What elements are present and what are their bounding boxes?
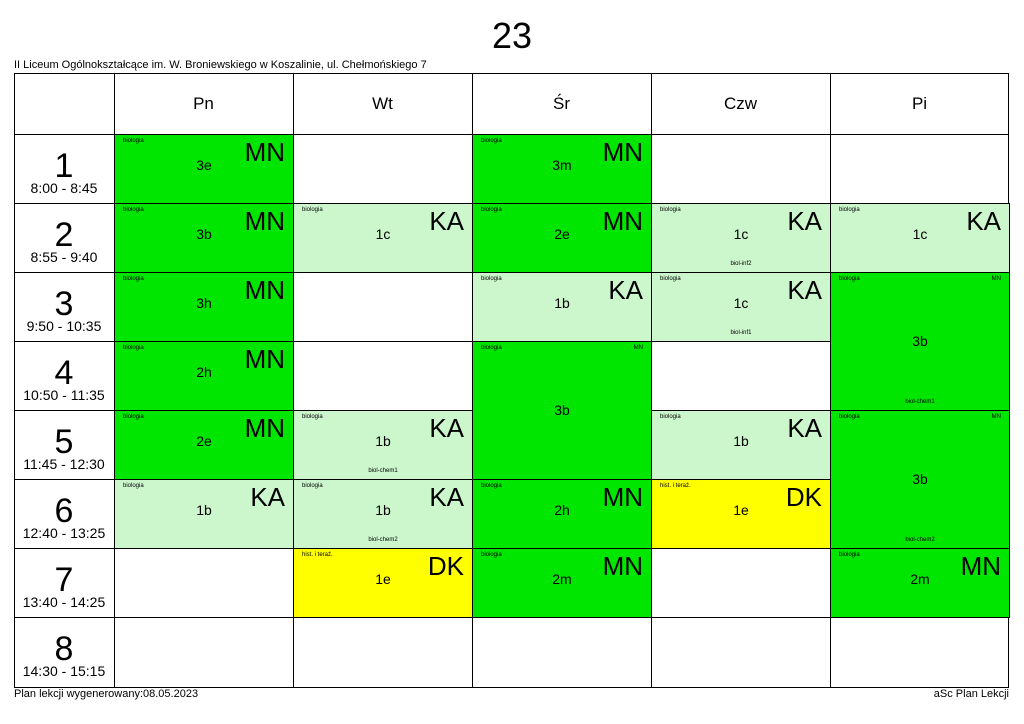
lesson-class: 1e <box>733 502 749 518</box>
lesson-cell[interactable] <box>114 479 294 549</box>
lesson-teacher: MN <box>244 275 285 305</box>
lesson-teacher: MN <box>244 344 285 374</box>
day-header: Pn <box>193 93 214 113</box>
lesson-class: 3b <box>912 471 928 487</box>
lesson-teacher: DK <box>427 551 464 581</box>
period-number: 5 <box>54 423 74 461</box>
lesson-subject: biologia <box>123 345 144 351</box>
lesson-teacher: MN <box>991 414 1001 420</box>
lesson-cell[interactable] <box>114 134 294 204</box>
lesson-cell[interactable] <box>830 203 1010 273</box>
lesson-class: 3b <box>196 226 212 242</box>
lesson-subject: biologia <box>481 138 502 144</box>
period-time: 11:45 - 12:30 <box>23 456 105 472</box>
lesson-class: 1b <box>375 433 391 449</box>
period-label <box>14 134 114 203</box>
period-time: 9:50 - 10:35 <box>26 318 102 334</box>
lesson-cell[interactable] <box>830 548 1010 618</box>
lesson-class: 3e <box>196 157 212 173</box>
period-label <box>14 410 114 479</box>
lesson-cell[interactable] <box>651 479 831 549</box>
lesson-subject: biologia <box>302 483 323 489</box>
lesson-teacher: MN <box>244 137 285 167</box>
period-label <box>14 203 114 272</box>
lesson-cell[interactable] <box>472 479 652 549</box>
lesson-class: 2e <box>196 433 212 449</box>
lesson-subject: biologia <box>481 552 502 558</box>
lesson-class: 2e <box>554 226 570 242</box>
lesson-teacher: KA <box>250 482 285 512</box>
lesson-class: 2m <box>552 571 572 587</box>
lesson-cell[interactable] <box>114 341 294 411</box>
lesson-teacher: KA <box>966 206 1001 236</box>
day-header: Wt <box>372 93 393 113</box>
lesson-subject: biologia <box>839 414 860 420</box>
period-time: 8:00 - 8:45 <box>30 180 98 196</box>
lesson-subject: biologia <box>839 552 860 558</box>
period-label <box>14 272 114 341</box>
lesson-cell[interactable] <box>114 410 294 480</box>
lesson-teacher: KA <box>429 413 464 443</box>
lesson-teacher: MN <box>602 551 643 581</box>
lesson-class: 1b <box>375 502 391 518</box>
lesson-cell[interactable] <box>472 272 652 342</box>
lesson-class: 2h <box>554 502 570 518</box>
lesson-teacher: DK <box>785 482 822 512</box>
timetable-grid <box>14 73 1009 688</box>
period-label <box>14 548 114 617</box>
period-number: 2 <box>54 216 74 254</box>
period-number: 6 <box>54 492 74 530</box>
generated-date: Plan lekcji wygenerowany:08.05.2023 <box>14 688 199 700</box>
app-credit: aSc Plan Lekcji <box>933 688 1009 700</box>
lesson-subject: biologia <box>302 414 323 420</box>
lesson-class: 1b <box>196 502 212 518</box>
lesson-class: 1e <box>375 571 391 587</box>
lesson-group: biol-inf1 <box>730 330 752 336</box>
lesson-class: 2m <box>910 571 930 587</box>
lesson-cell[interactable] <box>651 410 831 480</box>
lesson-cell[interactable] <box>293 548 473 618</box>
lesson-teacher: KA <box>787 206 822 236</box>
lesson-subject: biologia <box>481 276 502 282</box>
period-time: 14:30 - 15:15 <box>22 663 106 679</box>
lesson-subject: biologia <box>123 138 144 144</box>
period-time: 8:55 - 9:40 <box>30 249 98 265</box>
lesson-cell[interactable] <box>293 410 473 480</box>
lesson-group: biol-chem1 <box>368 468 398 474</box>
lesson-subject: biologia <box>660 414 681 420</box>
lesson-class: 3b <box>554 402 570 418</box>
lesson-subject: biologia <box>839 276 860 282</box>
lesson-class: 1b <box>733 433 749 449</box>
period-label <box>14 617 114 686</box>
lesson-teacher: MN <box>244 413 285 443</box>
period-number: 4 <box>54 354 74 392</box>
lesson-subject: biologia <box>481 345 502 351</box>
lesson-cell[interactable] <box>472 548 652 618</box>
lesson-subject: biologia <box>123 483 144 489</box>
lesson-cell[interactable] <box>830 410 1010 549</box>
lesson-class: 3b <box>912 333 928 349</box>
period-number: 3 <box>54 285 74 323</box>
lesson-cell[interactable] <box>472 341 652 480</box>
lesson-group: biol-chem2 <box>905 537 935 543</box>
lesson-class: 1c <box>733 226 749 242</box>
period-number: 1 <box>54 147 74 185</box>
day-header: Śr <box>553 93 570 113</box>
period-time: 12:40 - 13:25 <box>22 525 106 541</box>
lesson-teacher: KA <box>787 413 822 443</box>
lesson-cell[interactable] <box>651 203 831 273</box>
period-label <box>14 341 114 410</box>
lesson-cell[interactable] <box>651 272 831 342</box>
lesson-class: 3h <box>196 295 212 311</box>
lesson-cell[interactable] <box>114 272 294 342</box>
lesson-group: biol-inf2 <box>730 261 752 267</box>
lesson-subject: biologia <box>123 207 144 213</box>
school-name: II Liceum Ogólnokształcące im. W. Broniewskiego w Koszalinie, ul. Chełmońskiego 7 <box>14 59 427 71</box>
lesson-class: 2h <box>196 364 212 380</box>
period-time: 10:50 - 11:35 <box>23 387 105 403</box>
lesson-cell[interactable] <box>293 479 473 549</box>
lesson-class: 1b <box>554 295 570 311</box>
lesson-subject: biologia <box>123 276 144 282</box>
period-number: 8 <box>54 630 74 668</box>
lesson-subject: biologia <box>660 276 681 282</box>
lesson-cell[interactable] <box>472 203 652 273</box>
lesson-teacher: MN <box>633 345 643 351</box>
lesson-cell[interactable] <box>114 203 294 273</box>
lesson-subject: hist. i teraź. <box>302 552 333 558</box>
lesson-subject: biologia <box>481 207 502 213</box>
lesson-class: 1c <box>375 226 391 242</box>
page-title: 23 <box>491 15 533 56</box>
lesson-teacher: KA <box>429 206 464 236</box>
lesson-teacher: MN <box>602 206 643 236</box>
lesson-teacher: KA <box>787 275 822 305</box>
day-header: Czw <box>723 93 758 113</box>
lesson-class: 1c <box>912 226 928 242</box>
lesson-teacher: KA <box>608 275 643 305</box>
lesson-subject: biologia <box>839 207 860 213</box>
period-time: 13:40 - 14:25 <box>22 594 106 610</box>
lesson-subject: biologia <box>123 414 144 420</box>
lesson-teacher: MN <box>244 206 285 236</box>
lesson-cell[interactable] <box>830 272 1010 411</box>
lesson-subject: biologia <box>302 207 323 213</box>
lesson-cell[interactable] <box>472 134 652 204</box>
period-number: 7 <box>54 561 74 599</box>
lesson-group: biol-chem1 <box>905 399 935 405</box>
period-label <box>14 479 114 548</box>
lesson-group: biol-chem2 <box>368 537 398 543</box>
lesson-teacher: MN <box>991 276 1001 282</box>
lesson-subject: hist. i teraź. <box>660 483 691 489</box>
lesson-cell[interactable] <box>293 203 473 273</box>
lesson-subject: biologia <box>660 207 681 213</box>
day-header: Pi <box>911 93 928 113</box>
lesson-class: 3m <box>552 157 572 173</box>
lesson-teacher: KA <box>429 482 464 512</box>
lesson-subject: biologia <box>481 483 502 489</box>
lesson-teacher: MN <box>960 551 1001 581</box>
lesson-teacher: MN <box>602 482 643 512</box>
lesson-teacher: MN <box>602 137 643 167</box>
lesson-class: 1c <box>733 295 749 311</box>
